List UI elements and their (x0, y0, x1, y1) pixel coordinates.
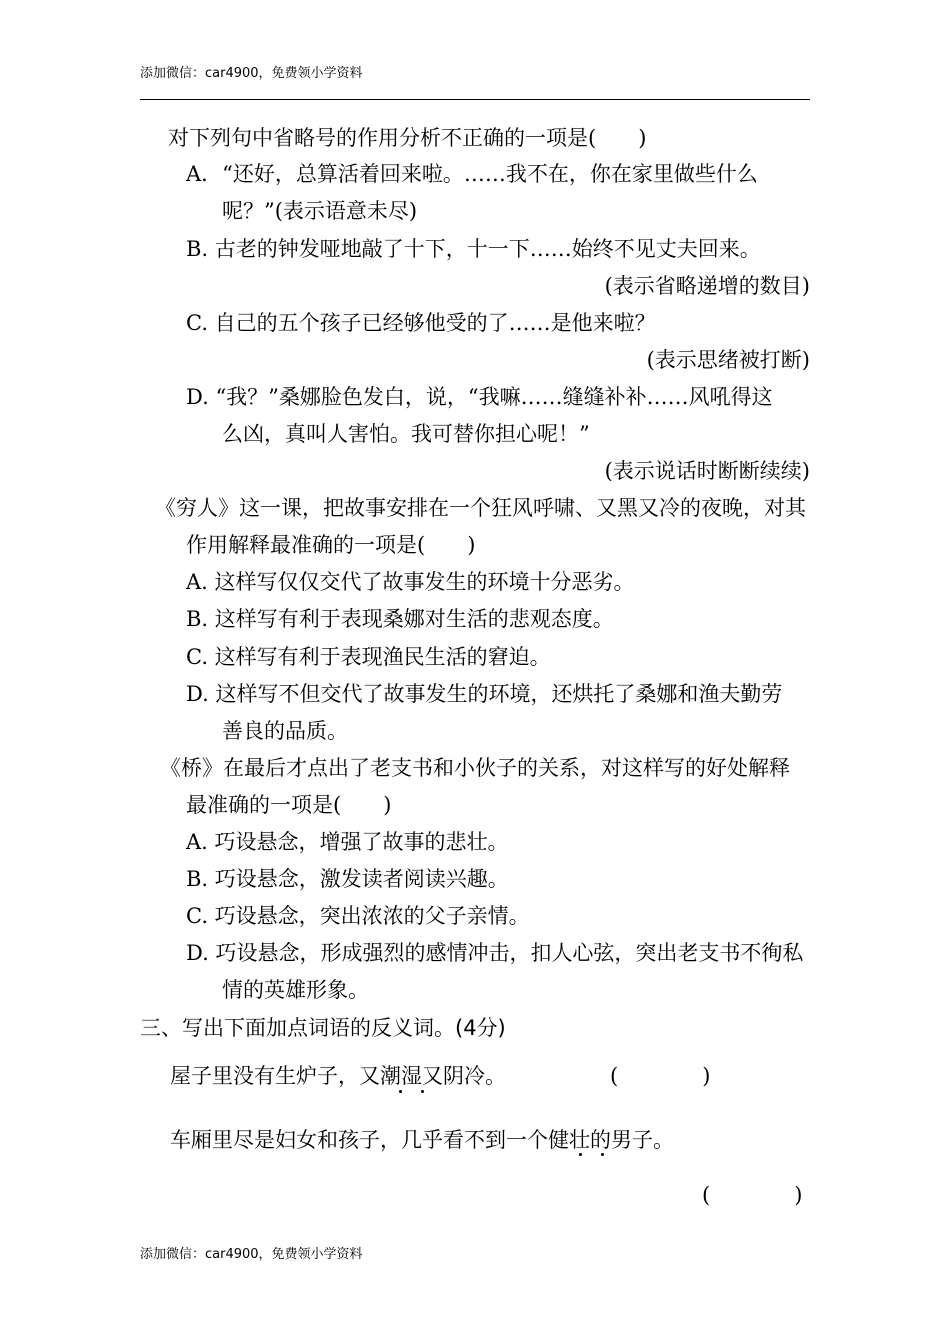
q1-option-b-note: (表示省略递增的数目) (604, 274, 810, 298)
q2-option-d-line1: D. 这样写不但交代了故事发生的环境，还烘托了桑娜和渔夫勤劳 (186, 682, 783, 706)
q3-option-d-line1: D. 巧设悬念，形成强烈的感情冲击，扣人心弦，突出老支书不徇私 (186, 941, 804, 965)
q2-stem-line1: 《穷人》这一课，把故事安排在一个狂风呼啸、又黑又冷的夜晚，对其 (155, 496, 806, 520)
section3-answer-blank1: ( ) (610, 1064, 711, 1088)
q1-stem: 对下列句中省略号的作用分析不正确的一项是( ) (168, 126, 647, 150)
emphasis-dot (399, 1090, 402, 1093)
q3-option-b: B. 巧设悬念，激发读者阅读兴趣。 (186, 867, 509, 891)
section3-answer-blank2: ( ) (702, 1183, 803, 1207)
q1-option-b-line1: B. 古老的钟发哑地敲了十下，十一下……始终不见丈夫回来。 (186, 237, 761, 261)
emphasis-dot (421, 1090, 424, 1093)
page-header: 添加微信：car4900，免费领小学资料 (140, 66, 363, 81)
page-footer: 添加微信：car4900，免费领小学资料 (140, 1247, 363, 1262)
q3-option-c: C. 巧设悬念，突出浓浓的父子亲情。 (186, 904, 530, 928)
section3-sentence1: 屋子里没有生炉子，又潮湿又阴冷。 (170, 1064, 506, 1088)
section3-sentence2: 车厢里尽是妇女和孩子，几乎看不到一个健壮的男子。 (170, 1128, 674, 1152)
emphasis-dot (579, 1153, 582, 1156)
q1-option-a-line1: A．“还好，总算活着回来啦。……我不在，你在家里做些什么 (186, 162, 758, 186)
q1-option-d-line2: 么凶，真叫人害怕。我可替你担心呢！” (222, 422, 590, 446)
q2-stem-line2: 作用解释最准确的一项是( ) (186, 533, 476, 557)
q1-option-c-note: (表示思绪被打断) (646, 348, 810, 372)
emphasis-dot (601, 1153, 604, 1156)
q2-option-b: B. 这样写有利于表现桑娜对生活的悲观态度。 (186, 607, 614, 631)
q2-option-c: C. 这样写有利于表现渔民生活的窘迫。 (186, 645, 551, 669)
q1-option-d-line1: D. “我？”桑娜脸色发白，说，“我嘛……缝缝补补……风吼得这 (186, 385, 773, 409)
q3-option-a: A. 巧设悬念，增强了故事的悲壮。 (186, 830, 509, 854)
q1-option-d-note: (表示说话时断断续续) (604, 459, 810, 483)
q3-option-d-line2: 情的英雄形象。 (222, 978, 369, 1002)
q2-option-d-line2: 善良的品质。 (222, 719, 348, 743)
q1-option-c-line1: C. 自己的五个孩子已经够他受的了……是他来啦？ (186, 311, 656, 335)
q2-option-a: A. 这样写仅仅交代了故事发生的环境十分恶劣。 (186, 570, 635, 594)
q3-stem-line1: 《桥》在最后才点出了老支书和小伙子的关系，对这样写的好处解释 (160, 756, 790, 780)
q1-option-a-line2: 呢？”(表示语意未尽) (222, 199, 418, 223)
section3-title: 三、写出下面加点词语的反义词。(4分) (140, 1016, 506, 1040)
header-rule (140, 99, 810, 100)
q3-stem-line2: 最准确的一项是( ) (186, 793, 392, 817)
